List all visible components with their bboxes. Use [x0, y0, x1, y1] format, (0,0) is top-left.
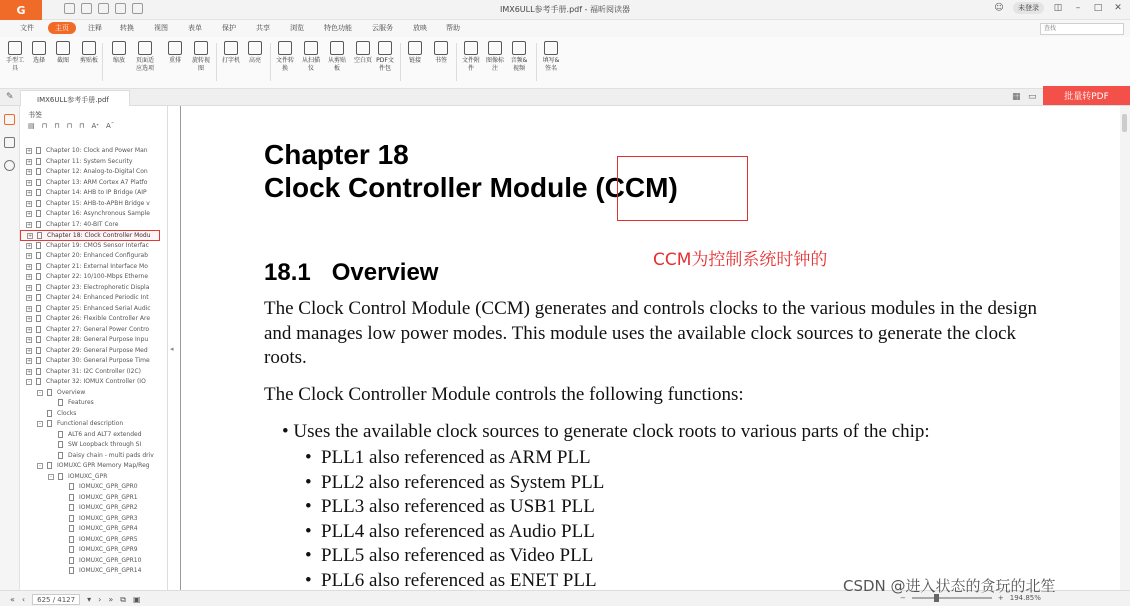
bookmark-label: IOMUXC_GPR_GPR2: [79, 504, 138, 511]
typewriter-button[interactable]: 打字机: [220, 41, 242, 65]
divider: [270, 43, 271, 81]
collapse-icon[interactable]: -: [37, 390, 43, 396]
expand-icon[interactable]: +: [27, 211, 32, 217]
bookmark-icon: [47, 410, 52, 417]
annotation-text: CCM为控制系统时钟的: [653, 250, 828, 270]
cursor-icon: [32, 41, 46, 55]
bookmark-icon: [69, 546, 74, 553]
expand-icon[interactable]: +: [27, 179, 32, 186]
highlight-button[interactable]: 高亮: [244, 41, 266, 65]
collapse-icon[interactable]: -: [37, 421, 43, 427]
bookmark-label: Chapter 28: General Purpose Inpu: [46, 336, 149, 343]
list-item: • PLL3 also referenced as USB1 PLL: [321, 495, 604, 520]
bookmark-label: Chapter 14: AHB to IP Bridge (AIP: [46, 189, 147, 196]
bookmark-item[interactable]: [20, 461, 160, 472]
login-button[interactable]: 未登录: [1013, 2, 1044, 14]
page-number-field[interactable]: 625 / 4127: [32, 594, 80, 605]
skin-icon[interactable]: ◫: [1053, 3, 1063, 13]
bookmark-label: Chapter 21: External Interface Mo: [46, 262, 148, 270]
menu-help[interactable]: 帮助: [446, 24, 460, 32]
bookmark-item[interactable]: [20, 472, 160, 483]
bookmark-item[interactable]: [20, 146, 160, 157]
window-title: IMX6ULL参考手册.pdf - 福昕阅读器: [499, 5, 631, 14]
bookmark-icon: [36, 168, 41, 175]
bookmark-tree: [20, 146, 160, 577]
bookmark-item[interactable]: [20, 356, 160, 367]
clipboard-button[interactable]: 剪贴板: [78, 41, 100, 65]
expand-icon[interactable]: +: [27, 284, 32, 291]
menu-features[interactable]: 特色功能: [324, 24, 352, 32]
list-item: • PLL6 also referenced as ENET PLL: [321, 569, 604, 591]
divider: [400, 43, 401, 81]
bookmark-icon: [69, 557, 74, 564]
fit-page-icon: [138, 41, 152, 55]
expand-icon[interactable]: +: [27, 347, 32, 354]
expand-icon[interactable]: +: [27, 263, 32, 270]
bookmark-item[interactable]: [20, 209, 160, 220]
bookmark-icon: [36, 294, 41, 301]
bookmark-label: Chapter 10: Clock and Power Man: [46, 147, 148, 154]
bookmark-label: IOMUXC_GPR_GPR10: [79, 556, 142, 564]
bookmark-item[interactable]: [20, 325, 160, 336]
page-navigation: [10, 594, 141, 605]
link-button[interactable]: 链接: [404, 41, 426, 65]
camera-icon: [56, 41, 70, 55]
menu-view[interactable]: 视图: [154, 24, 168, 32]
list-item: • PLL1 also referenced as ARM PLL: [321, 446, 604, 471]
zoom-slider[interactable]: [912, 597, 992, 599]
expand-icon[interactable]: +: [27, 326, 32, 333]
bookmark-item[interactable]: [20, 524, 160, 535]
bookmark-label: Chapter 26: Flexible Controller Are: [46, 315, 151, 322]
zoom-icon: [112, 41, 126, 55]
bookmark-icon: [69, 515, 74, 522]
batch-convert-pdf-button[interactable]: 批量转PDF: [1043, 86, 1130, 105]
expand-icon[interactable]: +: [27, 190, 32, 196]
bookmark-icon: [36, 326, 41, 333]
highlighter-icon: [248, 41, 262, 55]
title-bar: [0, 0, 1130, 20]
previous-page-button[interactable]: ‹: [21, 595, 26, 604]
expand-icon[interactable]: +: [27, 253, 32, 259]
expand-icon[interactable]: +: [28, 233, 33, 239]
bookmark-icon: [36, 368, 41, 375]
divider: [536, 43, 537, 81]
expand-icon[interactable]: +: [27, 368, 32, 375]
bookmark-icon: [36, 336, 41, 343]
bookmark-icon: [36, 210, 41, 217]
bookmark-item[interactable]: [20, 535, 160, 546]
maximize-button[interactable]: □: [1093, 3, 1103, 13]
bookmark-label: Chapter 11: System Security: [46, 157, 133, 165]
bookmark-label: Chapter 19: CMOS Sensor Interfac: [46, 241, 149, 249]
bookmark-item[interactable]: [20, 335, 160, 346]
expand-icon[interactable]: +: [27, 148, 32, 154]
bookmark-icon: [47, 389, 52, 396]
section-heading: 18.1 Overview: [264, 259, 439, 286]
reflow-icon: [168, 41, 182, 55]
menu-browse[interactable]: 浏览: [290, 24, 304, 32]
window-controls: [993, 2, 1124, 14]
bookmark-label: Chapter 25: Enhanced Serial Audic: [46, 304, 151, 312]
zoom-out-button[interactable]: −: [900, 594, 906, 602]
bookmark-label: Daisy chain - multi pads driv: [68, 451, 154, 459]
bookmark-label: Chapter 32: IOMUX Controller (IO: [46, 378, 146, 385]
from-clipboard-button[interactable]: 从剪贴板: [326, 41, 348, 73]
bookmark-item[interactable]: [20, 388, 160, 399]
menu-form[interactable]: 表单: [188, 24, 202, 32]
bookmark-icon: [36, 179, 41, 186]
list-item: • PLL2 also referenced as System PLL: [321, 471, 604, 496]
expand-icon[interactable]: +: [27, 169, 32, 175]
paragraph: The Clock Controller Module controls the following functions:: [264, 384, 744, 405]
bookmark-item[interactable]: [20, 367, 160, 378]
divider: [456, 43, 457, 81]
bookmark-item[interactable]: [20, 293, 160, 304]
bookmark-item[interactable]: [20, 556, 160, 567]
expand-icon[interactable]: +: [27, 158, 32, 165]
bookmark-label: IOMUXC_GPR: [68, 472, 108, 480]
screenshot-button[interactable]: 截图: [52, 41, 74, 65]
bookmark-label: IOMUXC_GPR_GPR0: [79, 483, 138, 490]
pll-list: [321, 446, 604, 590]
expand-icon[interactable]: +: [27, 305, 32, 312]
menu-home[interactable]: 主页: [48, 22, 76, 34]
list-item: • PLL4 also referenced as Audio PLL: [321, 520, 604, 545]
bookmark-icon: [434, 41, 448, 55]
blank-page-icon: [356, 41, 370, 55]
bookmark-item[interactable]: [20, 514, 160, 525]
bookmark-icon: [36, 357, 41, 364]
bookmark-icon: [69, 494, 74, 501]
bookmark-label: IOMUXC_GPR_GPR3: [79, 514, 138, 522]
bookmark-label: IOMUXC_GPR_GPR5: [79, 535, 138, 543]
clipboard-icon: [82, 41, 96, 55]
media-icon: [512, 41, 526, 55]
divider: [102, 43, 103, 81]
collapse-icon[interactable]: -: [26, 379, 32, 385]
expand-icon[interactable]: +: [27, 358, 32, 364]
bookmark-item[interactable]: [20, 188, 160, 199]
bookmark-options-icon[interactable]: ▤: [28, 122, 35, 130]
bookmark-icon: [58, 441, 63, 448]
bookmark-label: ALT6 and ALT7 extended: [68, 430, 142, 438]
first-page-button[interactable]: «: [10, 595, 15, 604]
bookmark-label: IOMUXC_GPR_GPR9: [79, 546, 138, 553]
document-tab-bar: [0, 89, 1130, 106]
bookmark-label: Chapter 12: Analog-to-Digital Con: [46, 168, 148, 175]
bookmark-label: Chapter 31: I2C Controller (I2C): [46, 367, 142, 375]
bookmark-label: Chapter 30: General Purpose Time: [46, 357, 150, 364]
portfolio-icon: [378, 41, 392, 55]
bookmark-icon: [36, 347, 41, 354]
bullet-item: • Uses the available clock sources to generate clock roots to various parts of the chip:: [282, 421, 930, 442]
collapse-icon[interactable]: -: [48, 474, 54, 480]
bookmark-icon: [58, 399, 63, 406]
add-bookmark-icon[interactable]: ⊓: [41, 122, 48, 130]
bookmark-icon: [36, 315, 41, 322]
highlight-box: [617, 156, 748, 221]
bookmark-item[interactable]: [20, 451, 160, 462]
bookmark-item[interactable]: [20, 503, 160, 514]
image-icon: [488, 41, 502, 55]
next-page-button[interactable]: ›: [98, 595, 102, 604]
page-thumbnail-icon[interactable]: ▣: [132, 595, 141, 604]
fill-sign-button[interactable]: 填写&签名: [540, 41, 562, 73]
menu-protect[interactable]: 保护: [222, 24, 236, 32]
menu-file[interactable]: 文件: [20, 24, 34, 32]
link-icon: [408, 41, 422, 55]
menu-present[interactable]: 放映: [413, 24, 427, 32]
bookmark-label: IOMUXC_GPR_GPR4: [79, 525, 138, 532]
expand-icon[interactable]: +: [27, 242, 32, 249]
menu-share[interactable]: 共享: [256, 24, 270, 32]
bookmark-label: Clocks: [57, 409, 77, 417]
bookmark-panel-icon[interactable]: [4, 114, 15, 125]
from-scanner-button[interactable]: 从扫描仪: [300, 41, 322, 73]
bookmark-icon: [36, 305, 41, 312]
paste-icon: [330, 41, 344, 55]
bookmark-icon: [58, 452, 63, 459]
document-scrollbar-thumb[interactable]: [1122, 114, 1127, 132]
bookmark-icon: [69, 567, 74, 574]
bookmark-icon: [36, 284, 41, 291]
bookmark-icon: [36, 189, 41, 196]
bookmark-item[interactable]: [20, 419, 160, 430]
blank-page-button[interactable]: 空白页: [352, 41, 374, 65]
paragraph: The Clock Control Module (CCM) generates and controls clocks to the various modules in the design and manages low power modes. This module uses the available clock sources to generate the clock roots.: [264, 298, 1038, 368]
bookmark-icon: [36, 273, 41, 280]
bookmark-icon: [69, 525, 74, 532]
rotate-icon: [194, 41, 208, 55]
list-item: • PLL5 also referenced as Video PLL: [321, 544, 604, 569]
bookmark-panel: [20, 106, 168, 590]
scanner-icon: [304, 41, 318, 55]
bookmark-item[interactable]: [20, 230, 160, 241]
bookmark-label: Chapter 15: AHB-to-APBH Bridge v: [46, 199, 150, 207]
paperclip-icon: [464, 41, 478, 55]
menu-comment[interactable]: 注释: [88, 24, 102, 32]
bookmark-item[interactable]: [20, 157, 160, 168]
bookmark-icon: [36, 242, 41, 249]
bookmark-icon: [69, 483, 74, 490]
ribbon-toolbar: [0, 37, 1130, 89]
bookmark-item[interactable]: [20, 283, 160, 294]
bookmark-button[interactable]: 书签: [430, 41, 452, 65]
bookmark-item[interactable]: [20, 220, 160, 231]
bookmark-label: IOMUXC GPR Memory Map/Reg: [57, 462, 150, 469]
image-annotation-button[interactable]: 图像标注: [484, 41, 506, 73]
fit-page-button[interactable]: 页面适应选项: [134, 41, 156, 73]
bookmark-item[interactable]: [20, 398, 160, 409]
bookmark-label: Functional description: [57, 420, 124, 427]
view-mode-icon[interactable]: ⧉: [120, 594, 126, 604]
bookmark-item[interactable]: [20, 409, 160, 420]
collapse-panel-icon[interactable]: ◂: [170, 345, 174, 353]
reflow-button[interactable]: 重排: [164, 41, 186, 65]
single-page-icon[interactable]: ▭: [1028, 92, 1037, 102]
file-convert-button[interactable]: 文件转换: [274, 41, 296, 73]
expand-bookmark-icon[interactable]: ⊓: [66, 122, 73, 130]
user-icon[interactable]: ☺: [994, 3, 1004, 13]
bookmark-item[interactable]: [20, 440, 160, 451]
expand-icon[interactable]: +: [27, 337, 32, 343]
bookmark-item[interactable]: [20, 167, 160, 178]
bookmark-label: Chapter 23: Electrophoretic Displa: [46, 283, 150, 291]
bookmark-item[interactable]: [20, 430, 160, 441]
bookmark-item[interactable]: [20, 545, 160, 556]
bookmark-item[interactable]: [20, 304, 160, 315]
delete-bookmark-icon[interactable]: ⊓: [54, 122, 60, 130]
expand-icon[interactable]: +: [27, 316, 32, 322]
select-button[interactable]: 选择: [28, 41, 50, 65]
file-convert-icon: [278, 41, 292, 55]
navigation-icons: [0, 106, 20, 590]
minimize-button[interactable]: –: [1075, 3, 1081, 13]
bookmark-item[interactable]: [20, 346, 160, 357]
bookmark-item[interactable]: [20, 272, 160, 283]
bookmark-icon: [36, 378, 41, 385]
bookmark-label: Chapter 16: Asynchronous Sample: [46, 210, 150, 217]
pages-panel-icon[interactable]: [4, 137, 15, 148]
bookmark-icon: [36, 263, 41, 270]
rotate-view-button[interactable]: 旋转视图: [190, 41, 212, 73]
last-page-button[interactable]: »: [108, 595, 114, 604]
menu-cloud[interactable]: 云服务: [372, 24, 393, 32]
bookmark-label: Chapter 22: 10/100-Mbps Etherne: [46, 273, 149, 280]
bookmark-label: Chapter 20: Enhanced Configurab: [46, 252, 149, 259]
hand-tool-button[interactable]: 手型工具: [4, 41, 26, 73]
audio-video-button[interactable]: 音频&视频: [508, 41, 530, 73]
bookmark-icon: [36, 158, 41, 165]
app-logo[interactable]: G: [0, 0, 42, 20]
expand-icon[interactable]: +: [27, 274, 32, 280]
bookmark-label: Chapter 24: Enhanced Periodic Int: [46, 294, 149, 301]
panel-title: 书签: [28, 111, 42, 119]
layout-grid-icon[interactable]: ▦: [1012, 92, 1021, 102]
collapse-icon[interactable]: -: [37, 463, 43, 469]
bookmark-icon: [47, 462, 52, 469]
bookmark-label: IOMUXC_GPR_GPR14: [79, 567, 142, 574]
bookmark-item[interactable]: [20, 482, 160, 493]
expand-icon[interactable]: +: [27, 200, 32, 207]
comments-panel-icon[interactable]: [4, 160, 15, 171]
bookmark-icon: [69, 536, 74, 543]
bookmark-label: Chapter 18: Clock Controller Modu: [47, 232, 151, 239]
bookmark-icon: [58, 473, 63, 480]
search-input[interactable]: [1040, 23, 1124, 35]
bookmark-icon: [69, 504, 74, 511]
document-scrollbar[interactable]: [1120, 106, 1130, 590]
watermark: CSDN @进入状态的贪玩的北笙: [843, 577, 1056, 595]
menu-convert[interactable]: 转换: [120, 24, 134, 32]
shrink-text-icon[interactable]: Aˉ: [106, 122, 115, 130]
expand-icon[interactable]: +: [27, 221, 32, 228]
bookmark-item[interactable]: [20, 251, 160, 262]
bookmark-icon: [37, 232, 42, 239]
bookmark-icon: [36, 147, 41, 154]
document-tab[interactable]: IMX6ULL参考手册.pdf: [20, 90, 130, 106]
typewriter-icon: [224, 41, 238, 55]
close-button[interactable]: ✕: [1114, 3, 1122, 13]
bookmark-icon: [58, 431, 63, 438]
menu-bar: [0, 20, 1130, 37]
bookmark-icon: [47, 420, 52, 427]
bookmark-label: SW Loopback through SI: [68, 441, 142, 448]
bookmark-item[interactable]: [20, 566, 160, 577]
chapter-title: Clock Controller Module (CCM): [264, 172, 678, 203]
enlarge-text-icon[interactable]: Aᐩ: [91, 122, 100, 130]
bookmark-label: Overview: [57, 388, 86, 396]
expand-icon[interactable]: +: [27, 295, 32, 301]
zoom-level: 194.85%: [1009, 594, 1041, 602]
bookmark-icon: [36, 221, 41, 228]
pen-icon: [544, 41, 558, 55]
bookmark-label: Chapter 27: General Power Contro: [46, 325, 150, 333]
bookmark-tools: [28, 122, 114, 130]
bookmark-label: Chapter 17: 40-BIT Core: [46, 220, 119, 228]
file-attachment-button[interactable]: 文件附件: [460, 41, 482, 73]
bookmark-label: IOMUXC_GPR_GPR1: [79, 493, 138, 501]
document-view: [180, 106, 1130, 590]
bookmark-item[interactable]: [20, 178, 160, 189]
bookmark-label: Chapter 29: General Purpose Med: [46, 346, 148, 354]
zoom-button[interactable]: 缩放: [108, 41, 130, 65]
bookmark-icon: [36, 252, 41, 259]
hand-icon: [8, 41, 22, 55]
bookmark-item[interactable]: [20, 262, 160, 273]
bookmark-item[interactable]: [20, 199, 160, 210]
divider: [216, 43, 217, 81]
chapter-number: Chapter 18: [264, 139, 409, 170]
bookmark-item[interactable]: [20, 493, 160, 504]
zoom-in-button[interactable]: +: [997, 594, 1004, 602]
bookmark-icon: [36, 200, 41, 207]
edit-icon[interactable]: ✎: [6, 92, 14, 102]
bookmark-item[interactable]: [20, 314, 160, 325]
bookmark-item[interactable]: [20, 377, 160, 388]
bookmark-label: Chapter 13: ARM Cortex A7 Platfo: [46, 178, 148, 186]
collapse-bookmark-icon[interactable]: ⊓: [79, 122, 85, 130]
pdf-portfolio-button[interactable]: PDF文件包: [374, 41, 396, 73]
bookmark-item[interactable]: [20, 241, 160, 252]
bookmark-label: Features: [68, 399, 94, 406]
page-dropdown-icon[interactable]: ▾: [87, 595, 92, 604]
